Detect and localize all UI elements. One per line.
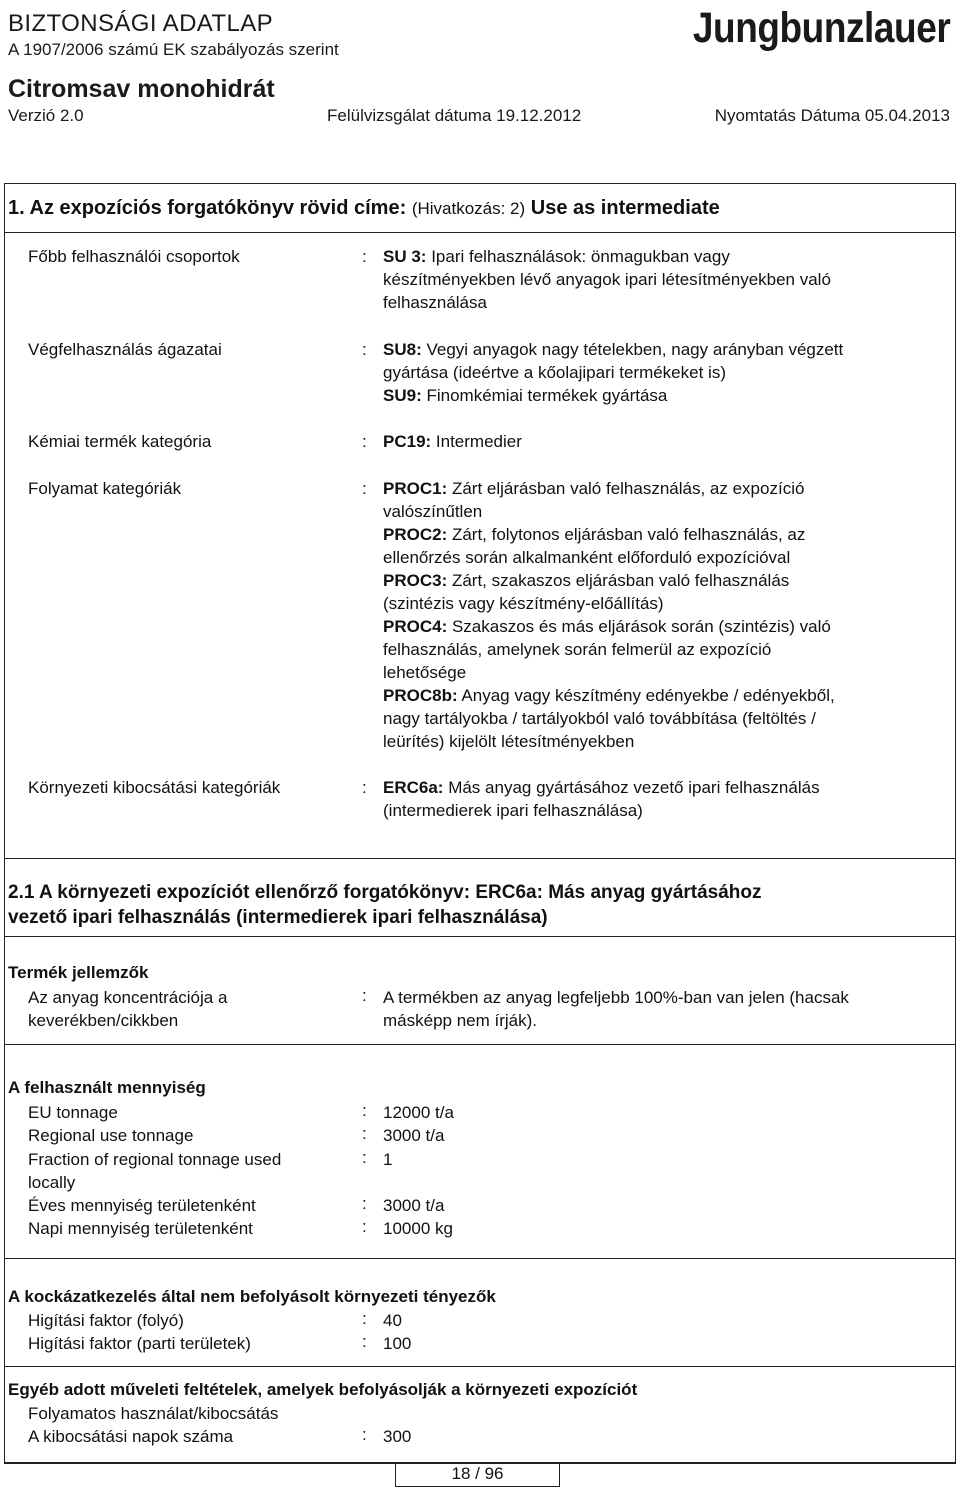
divider xyxy=(4,1258,956,1259)
row-label-line: Fraction of regional tonnage used xyxy=(28,1150,282,1169)
concentration-label-line1: Az anyag koncentrációja a xyxy=(28,988,228,1007)
row-value: 10000 kg xyxy=(383,1219,453,1238)
colon: : xyxy=(362,1425,367,1444)
row-label-line: locally xyxy=(28,1173,76,1192)
section1-title-end: Use as intermediate xyxy=(530,197,720,219)
section2-title-line1: 2.1 A környezeti expozíciót ellenőrző forgatókönyv: ERC6a: Más anyag gyártásához xyxy=(8,882,762,903)
row-value: 3000 t/a xyxy=(383,1196,445,1215)
document-title: BIZTONSÁGI ADATLAP xyxy=(8,10,274,37)
brand-logo: Jungbunzlauer xyxy=(692,4,950,52)
code: ERC6a: xyxy=(383,778,444,797)
row-label xyxy=(28,1148,281,1194)
operational-conditions-heading: Egyéb adott műveleti feltételek, amelyek befolyásolják a környezeti expozíciót xyxy=(8,1380,638,1399)
description: készítményekben lévő anyagok ipari létesítményekben való xyxy=(383,270,831,289)
value-line xyxy=(383,776,943,799)
value-line xyxy=(383,523,943,546)
print-date: Nyomtatás Dátuma 05.04.2013 xyxy=(714,106,950,125)
description: nagy tartályokba / tartályokból való továbbítása (feltöltés / xyxy=(383,709,816,728)
divider xyxy=(4,183,956,184)
colon: : xyxy=(362,778,367,797)
product-name: Citromsav monohidrát xyxy=(8,75,275,103)
value-line xyxy=(383,569,943,592)
section1-title xyxy=(8,197,720,220)
colon: : xyxy=(362,1309,367,1328)
row-label xyxy=(28,1217,253,1240)
colon: : xyxy=(362,247,367,266)
description: Zárt, folytonos eljárásban való felhasználás, az xyxy=(447,525,806,544)
row-value xyxy=(383,430,943,453)
description: felhasználás, amelynek során felmerül az expozíció xyxy=(383,640,772,659)
product-characteristics-heading: Termék jellemzők xyxy=(8,963,149,982)
code: PC19: xyxy=(383,432,432,451)
description: lehetősége xyxy=(383,663,467,682)
divider xyxy=(4,232,956,233)
description: Zárt, szakaszos eljárásban való felhasználás xyxy=(447,571,790,590)
document-header xyxy=(0,0,960,180)
row-label xyxy=(28,1101,118,1124)
row-label xyxy=(28,1332,251,1355)
risk-factors-heading: A kockázatkezelés által nem befolyásolt környezeti tényezők xyxy=(8,1287,496,1306)
section1-title-main: 1. Az expozíciós forgatókönyv rövid címe: xyxy=(8,197,407,219)
code: PROC1: xyxy=(383,479,448,498)
value-line xyxy=(383,268,943,291)
section2-title-line2: vezető ipari felhasználás (intermedierek ipari felhasználása) xyxy=(8,907,548,928)
description: Finomkémiai termékek gyártása xyxy=(421,386,668,405)
page-number: 18 / 96 xyxy=(395,1462,560,1487)
divider xyxy=(4,936,956,937)
colon: : xyxy=(362,479,367,498)
colon: : xyxy=(362,340,367,359)
row-label-line: Higítási faktor (parti területek) xyxy=(28,1334,251,1353)
row-label xyxy=(28,1194,256,1217)
value-line xyxy=(383,361,943,384)
row-label-line: Napi mennyiség területenként xyxy=(28,1219,253,1238)
colon: : xyxy=(362,1194,367,1213)
row-value xyxy=(383,338,943,407)
divider xyxy=(4,858,956,859)
row-label: Végfelhasználás ágazatai xyxy=(28,340,222,359)
row-label xyxy=(28,1425,233,1448)
description: Ipari felhasználások: önmagukban vagy xyxy=(426,247,730,266)
code: SU 3: xyxy=(383,247,427,266)
row-label xyxy=(28,1124,193,1147)
value-line xyxy=(383,546,943,569)
description: (intermedierek ipari felhasználása) xyxy=(383,801,643,820)
code: PROC4: xyxy=(383,617,448,636)
section1-title-ref: (Hivatkozás: 2) xyxy=(411,199,526,218)
value-line xyxy=(383,592,943,615)
row-value xyxy=(383,245,943,314)
value-line xyxy=(383,430,943,453)
value-line xyxy=(383,245,943,268)
row-label-line: Folyamatos használat/kibocsátás xyxy=(28,1404,279,1423)
row-label-line: Higítási faktor (folyó) xyxy=(28,1311,184,1330)
amount-used-heading: A felhasznált mennyiség xyxy=(8,1078,206,1097)
divider xyxy=(4,1366,956,1367)
row-value: 1 xyxy=(383,1150,393,1169)
value-line xyxy=(383,477,943,500)
description: Szakaszos és más eljárások során (szintézis) való xyxy=(447,617,831,636)
colon: : xyxy=(362,1124,367,1143)
row-value: 12000 t/a xyxy=(383,1103,454,1122)
divider xyxy=(4,1044,956,1045)
concentration-value-line2: másképp nem írják). xyxy=(383,1011,537,1030)
value-line xyxy=(383,661,943,684)
code: PROC8b: xyxy=(383,686,458,705)
description: felhasználása xyxy=(383,293,487,312)
description: Vegyi anyagok nagy tételekben, nagy arányban végzett xyxy=(421,340,844,359)
concentration-label-line2: keverékben/cikkben xyxy=(28,1011,179,1030)
code: SU8: xyxy=(383,340,422,359)
description: Zárt eljárásban való felhasználás, az expozíció xyxy=(447,479,805,498)
value-line xyxy=(383,707,943,730)
description: leürítés) kijelölt létesítményekben xyxy=(383,732,635,751)
row-label: Kémiai termék kategória xyxy=(28,432,212,451)
row-label xyxy=(28,1402,278,1425)
version-label: Verzió 2.0 xyxy=(8,106,84,125)
row-label: Környezeti kibocsátási kategóriák xyxy=(28,778,281,797)
description: valószínűtlen xyxy=(383,502,483,521)
value-line xyxy=(383,638,943,661)
row-label: Folyamat kategóriák xyxy=(28,479,182,498)
description: Anyag vagy készítmény edényekbe / edényekből, xyxy=(457,686,835,705)
value-line xyxy=(383,500,943,523)
description: (szintézis vagy készítmény-előállítás) xyxy=(383,594,664,613)
row-value: 3000 t/a xyxy=(383,1126,445,1145)
row-label-line: EU tonnage xyxy=(28,1103,118,1122)
code: PROC3: xyxy=(383,571,448,590)
row-label-line: A kibocsátási napok száma xyxy=(28,1427,234,1446)
row-value: 300 xyxy=(383,1427,412,1446)
value-line xyxy=(383,384,943,407)
concentration-value-line1: A termékben az anyag legfeljebb 100%-ban van jelen (hacsak xyxy=(383,988,849,1007)
colon: : xyxy=(362,1217,367,1236)
description: Intermedier xyxy=(431,432,522,451)
row-value: 40 xyxy=(383,1311,402,1330)
revision-date: Felülvizsgálat dátuma 19.12.2012 xyxy=(327,106,582,125)
value-line xyxy=(383,684,943,707)
value-line xyxy=(383,799,943,822)
value-line xyxy=(383,730,943,753)
row-label: Főbb felhasználói csoportok xyxy=(28,247,240,266)
row-label-line: Éves mennyiség területenként xyxy=(28,1196,256,1215)
row-label-line: Regional use tonnage xyxy=(28,1126,194,1145)
code: PROC2: xyxy=(383,525,448,544)
colon: : xyxy=(362,986,367,1005)
code: SU9: xyxy=(383,386,422,405)
section2-title xyxy=(8,880,928,930)
value-line xyxy=(383,291,943,314)
row-value: 100 xyxy=(383,1334,412,1353)
description: gyártása (ideértve a kőolajipari termékeket is) xyxy=(383,363,726,382)
colon: : xyxy=(362,1148,367,1167)
description: Más anyag gyártásához vezető ipari felhasználás xyxy=(443,778,820,797)
description: ellenőrzés során alkalmanként előforduló expozícióval xyxy=(383,548,791,567)
row-value xyxy=(383,776,943,822)
regulation-reference: A 1907/2006 számú EK szabályozás szerint xyxy=(8,40,339,59)
row-label xyxy=(28,1309,184,1332)
colon: : xyxy=(362,1101,367,1120)
row-value xyxy=(383,477,943,753)
concentration-value xyxy=(383,986,849,1032)
concentration-label xyxy=(28,986,227,1032)
value-line xyxy=(383,338,943,361)
colon: : xyxy=(362,432,367,451)
value-line xyxy=(383,615,943,638)
colon: : xyxy=(362,1332,367,1351)
